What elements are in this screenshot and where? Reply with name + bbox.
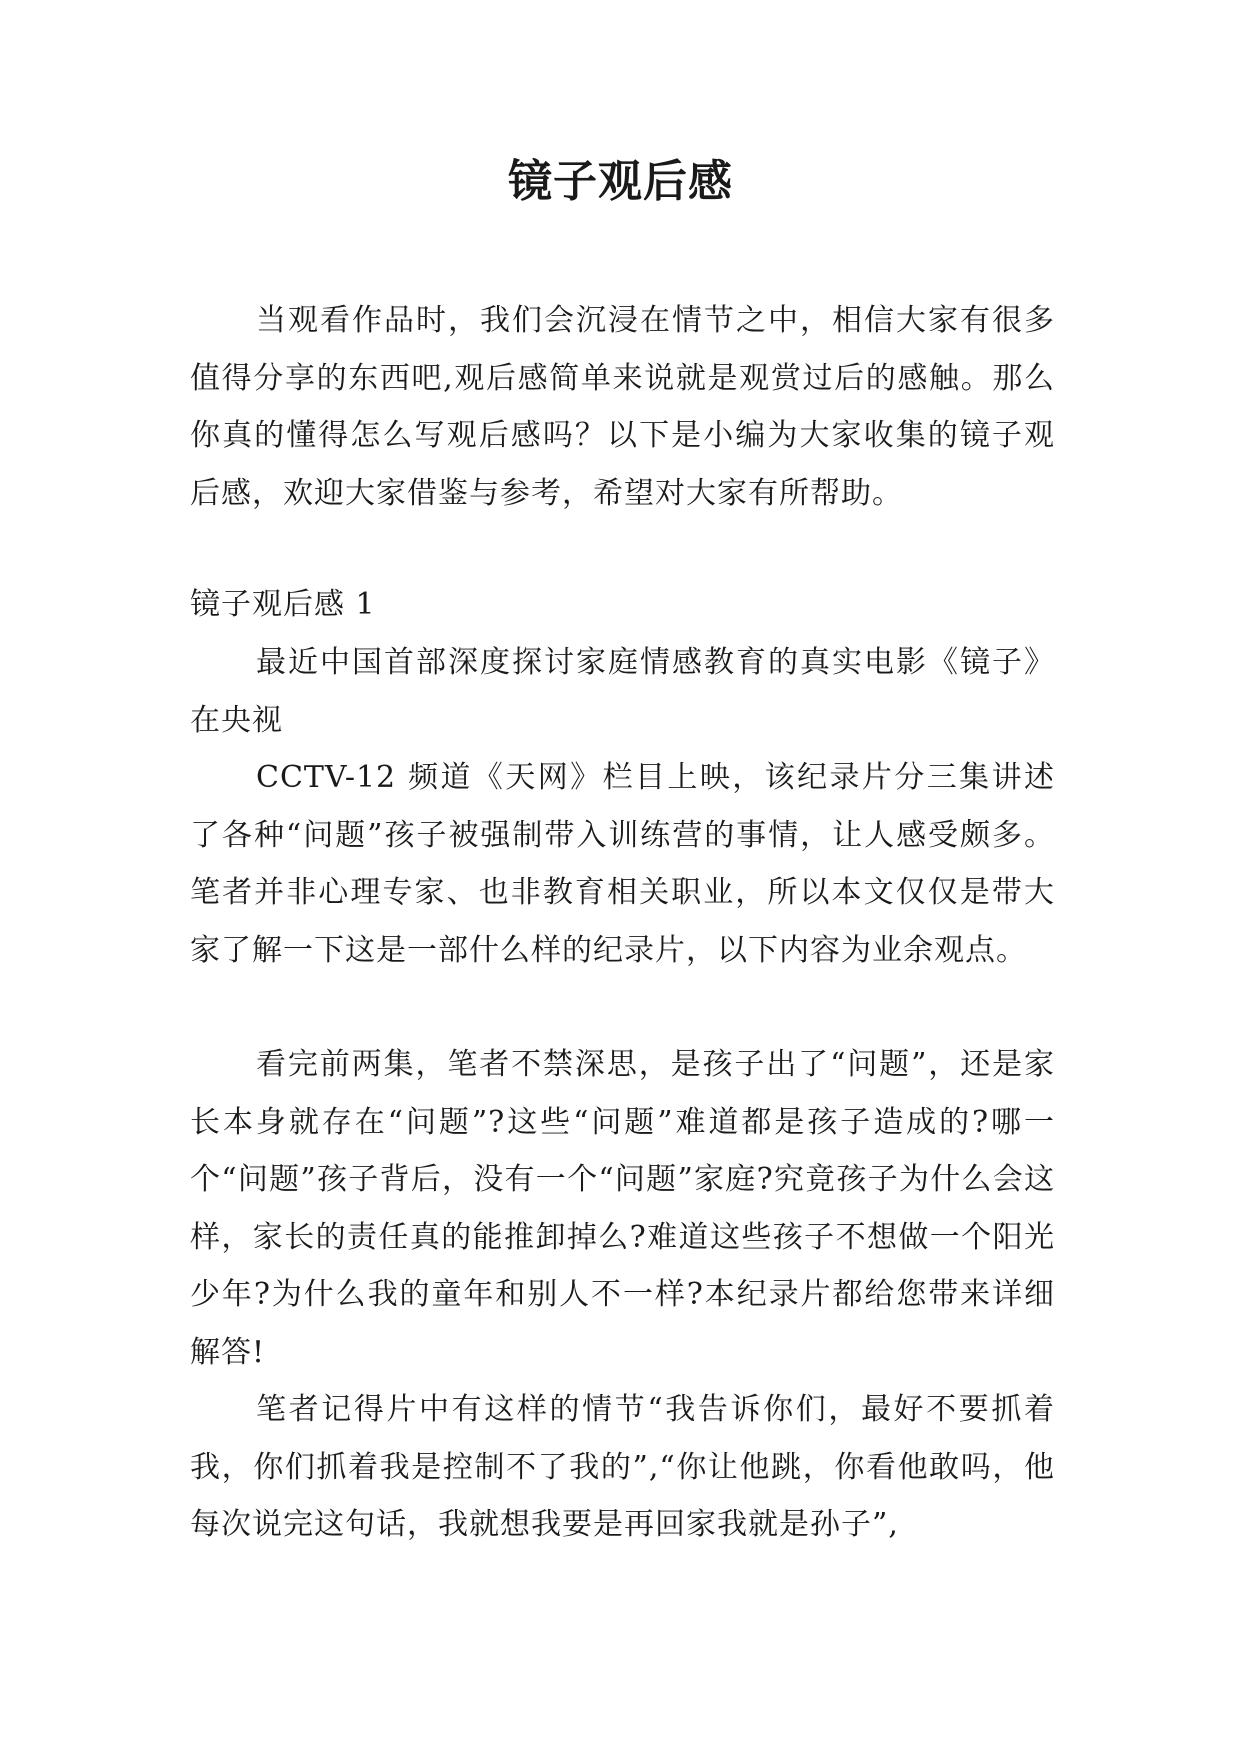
body-paragraph-3: 看完前两集，笔者不禁深思，是孩子出了“问题”，还是家长本身就存在“问题”?这些“问题”难道都是孩子造成的?哪一个“问题”孩子背后，没有一个“问题”家庭?究竟孩子为什么会这样，家长的责任真的能推卸掉么?难道这些孩子不想做一个阳光少年?为什么我的童年和别人不一样?本纪录片都给您带来详细解答! — [190, 1047, 1055, 1370]
body-paragraph-4: 笔者记得片中有这样的情节“我告诉你们，最好不要抓着我，你们抓着我是控制不了我的”,“你让他跳，你看他敢吗，他每次说完这句话，我就想我要是再回家我就是孙子”, — [190, 1392, 1055, 1542]
body-paragraph-2: CCTV-12 频道《天网》栏目上映，该纪录片分三集讲述了各种“问题”孩子被强制带入训练营的事情，让人感受颇多。笔者并非心理专家、也非教育相关职业，所以本文仅仅是带大家了解一下这是一部什么样的纪录片，以下内容为业余观点。 — [190, 760, 1055, 968]
body-paragraph-1: 最近中国首部深度探讨家庭情感教育的真实电影《镜子》在央视 — [190, 645, 1055, 738]
document-title: 镜子观后感 — [508, 156, 733, 207]
section-heading: 镜子观后感 1 — [190, 587, 376, 622]
intro-paragraph: 当观看作品时，我们会沉浸在情节之中，相信大家有很多值得分享的东西吧,观后感简单来说就是观赏过后的感触。那么你真的懂得怎么写观后感吗？以下是小编为大家收集的镜子观后感，欢迎大家借鉴与参考，希望对大家有所帮助。 — [190, 303, 1055, 511]
